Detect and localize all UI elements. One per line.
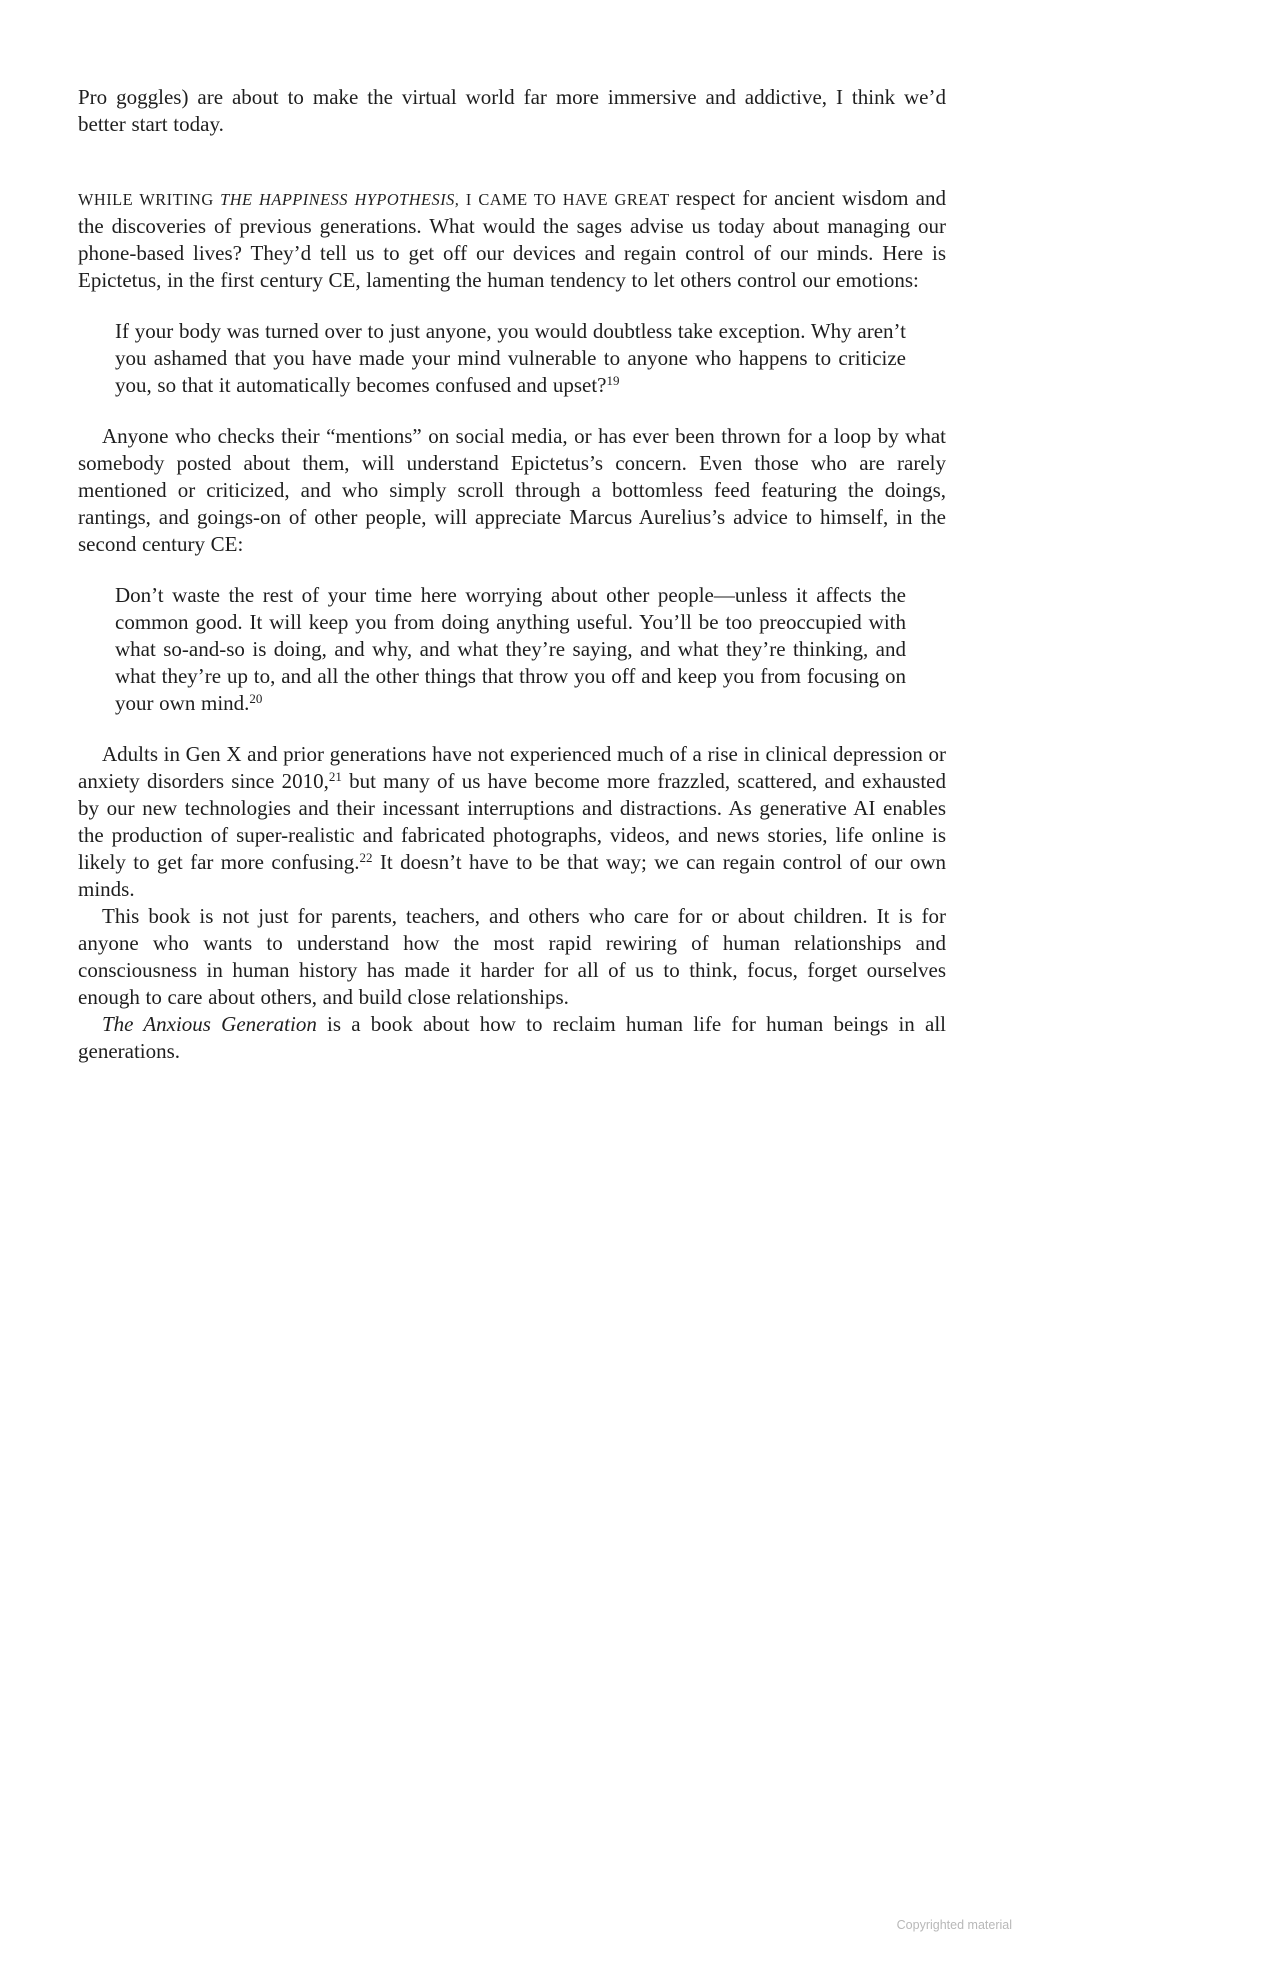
paragraph-text: It doesn’t have to be that way; we can regain control of our own minds.	[78, 850, 946, 901]
paragraph-text: but many of us have become more frazzled, scattered, and exhausted by our new technologies and their incessant interruptions and distractions. As generative AI enables the production of super-realistic and fabricated photographs, videos, and news stories, life online is likely to get far more confusing.	[78, 769, 946, 874]
quote-text: If your body was turned over to just anyone, you would doubtless take exception. Why aren’t you ashamed that you have made your mind vulnerable to anyone who happens to criticize you, so that it automatically becomes confused and upset?	[115, 319, 906, 397]
paragraph-mentions: Anyone who checks their “mentions” on social media, or has ever been thrown for a loop by what somebody posted about them, will understand Epictetus’s concern. Even those who are rarely mentioned or criticized, and who simply scroll through a bottomless feed featuring the doings, rantings, and goings-on of other people, will appreciate Marcus Aurelius’s advice to himself, in the second century CE:	[78, 424, 946, 556]
paragraph-intro: Pro goggles) are about to make the virtual world far more immersive and addictive, I think we’d better start today.	[78, 85, 946, 136]
footnote-ref-19: 19	[606, 372, 620, 388]
footnote-ref-20: 20	[249, 690, 263, 706]
quote-text: Don’t waste the rest of your time here worrying about other people—unless it affects the common good. It will keep you from doing anything useful. You’ll be too preoccupied with what so-and-so is doing, and why, and what they’re saying, and what they’re thinking, and what they’re up to, and all the other things that throw you off and keep you from focusing on your own mind.	[115, 583, 906, 715]
smallcaps-opener-text-2: I CAME TO HAVE GREAT	[459, 190, 676, 209]
book-title-happiness-hypothesis: THE HAPPINESS HYPOTHESIS,	[220, 190, 460, 209]
marcus-aurelius-quote	[115, 582, 906, 717]
epictetus-quote	[115, 318, 906, 399]
book-title-anxious-generation: The Anxious Generation	[102, 1012, 317, 1036]
copyright-watermark: Copyrighted material	[896, 1918, 1012, 1932]
paragraph-section-opener	[78, 185, 946, 294]
footnote-ref-22: 22	[359, 849, 373, 865]
smallcaps-opener-text: WHILE WRITING	[78, 190, 221, 209]
footnote-ref-21: 21	[328, 768, 342, 784]
paragraph-conclusion	[78, 1011, 946, 1065]
paragraph-text: respect for ancient wisdom and the discoveries of previous generations. What would the sages advise us today about managing our phone-based lives? They’d tell us to get off our devices and regain control of our minds. Here is Epictetus, in the first century CE, lamenting the human tendency to let others control our emotions:	[78, 186, 946, 292]
page-text-block	[78, 84, 946, 1065]
paragraph-gen-x	[78, 741, 946, 903]
paragraph-this-book: This book is not just for parents, teachers, and others who care for or about children. It is for anyone who wants to understand how the most rapid rewiring of human relationships and consciousness in human history has made it harder for all of us to think, focus, forget ourselves enough to care about others, and build close relationships.	[78, 904, 946, 1009]
paragraph-text: is a book about how to reclaim human life for human beings in all generations.	[78, 1012, 946, 1063]
paragraph-text: Adults in Gen X and prior generations have not experienced much of a rise in clinical depression or anxiety disorders since 2010,	[78, 742, 946, 793]
